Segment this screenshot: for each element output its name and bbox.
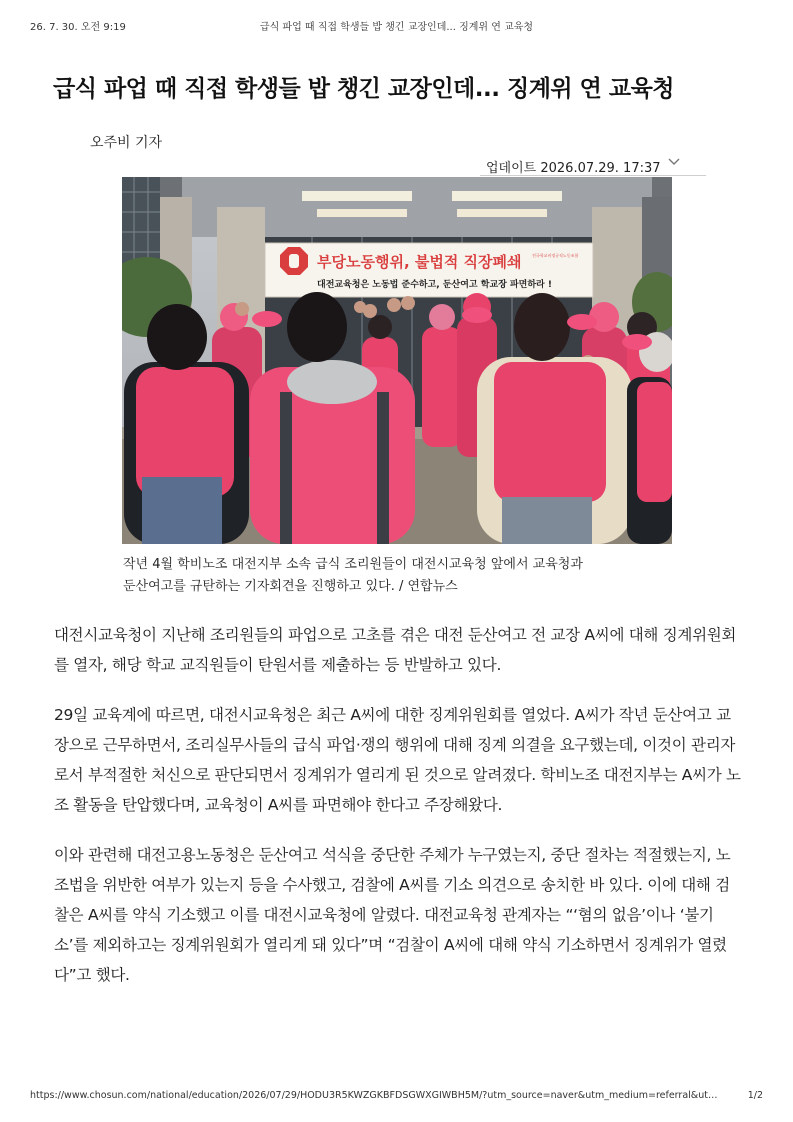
caption-line: 둔산여고를 규탄하는 기자회견을 진행하고 있다. / 연합뉴스 bbox=[123, 579, 458, 594]
chevron-down-icon[interactable] bbox=[668, 157, 680, 167]
banner-line2: 대전교육청은 노동법 준수하고, 둔산여고 학교장 파면하라 ! bbox=[317, 280, 552, 290]
article-byline: 오주비 기자 bbox=[90, 135, 163, 151]
article-headline: 급식 파업 때 직접 학생들 밥 챙긴 교장인데... 징계위 연 교육청 bbox=[53, 76, 675, 103]
caption-line: 작년 4월 학비노조 대전지부 소속 급식 조리원들이 대전시교육청 앞에서 교육청과 bbox=[123, 557, 583, 572]
print-page-title: 급식 파업 때 직접 학생들 밥 챙긴 교장인데... 징계위 연 교육청 bbox=[259, 22, 534, 33]
article-paragraph: 이와 관련해 대전고용노동청은 둔산여고 석식을 중단한 주체가 누구였는지, 중단 절차는 적절했는지, 노조법을 위반한 여부가 있는지 등을 수사했고, 검찰에 A씨를 기소 의견으로 송치한 바 있다. 이에 대해 검찰은 A씨를 약식 기소했고 이를 대전시교육청에 알렸다. 대전교육청 관계자는 “‘혐의 없음’이나 ‘불기소’를 제외하고는 징계위원회가 열리게 돼 있다”며 “검찰이 A씨에 대해 약식 기소하면서 징계위가 열렸다”고 했다. bbox=[54, 846, 731, 984]
article-body bbox=[54, 620, 744, 1010]
updated-row bbox=[480, 155, 706, 176]
page-number: 1/2 bbox=[747, 1090, 763, 1101]
print-date: 26. 7. 30. 오전 9:19 bbox=[30, 22, 126, 33]
article-paragraph: 대전시교육청이 지난해 조리원들의 파업으로 고초를 겪은 대전 둔산여고 전 교장 A씨에 대해 징계위원회를 열자, 해당 학교 교직원들이 탄원서를 제출하는 등 반발하고 있다. bbox=[54, 626, 737, 674]
print-header bbox=[30, 18, 763, 34]
article-photo bbox=[122, 177, 672, 544]
article-paragraph: 29일 교육계에 따르면, 대전시교육청은 최근 A씨에 대한 징계위원회를 열었다. A씨가 작년 둔산여고 교장으로 근무하면서, 조리실무사들의 급식 파업·쟁의 행위에 대해 징계 의결을 요구했는데, 이것이 관리자로서 부적절한 처신으로 판단되면서 징계위가 열리게 된 것으로 알려졌다. 학비노조 대전지부는 A씨가 노조 활동을 탄압했다며, 교육청이 A씨를 파면해야 한다고 주장해왔다. bbox=[54, 706, 741, 814]
updated-timestamp: 업데이트 2026.07.29. 17:37 bbox=[486, 161, 661, 176]
protest-photo-illustration bbox=[122, 177, 672, 544]
page-url: https://www.chosun.com/national/education/2026/07/29/HODU3R5KWZGKBFDSGWXGIWBH5M/?utm_source=naver&utm_medium=referral&ut… bbox=[30, 1090, 718, 1101]
banner-line1: 부당노동행위, 불법적 직장폐쇄 bbox=[317, 253, 522, 271]
photo-caption bbox=[123, 554, 683, 598]
banner-org: 전국학교비정규직노동조합 bbox=[532, 253, 579, 258]
print-footer bbox=[30, 1090, 763, 1104]
